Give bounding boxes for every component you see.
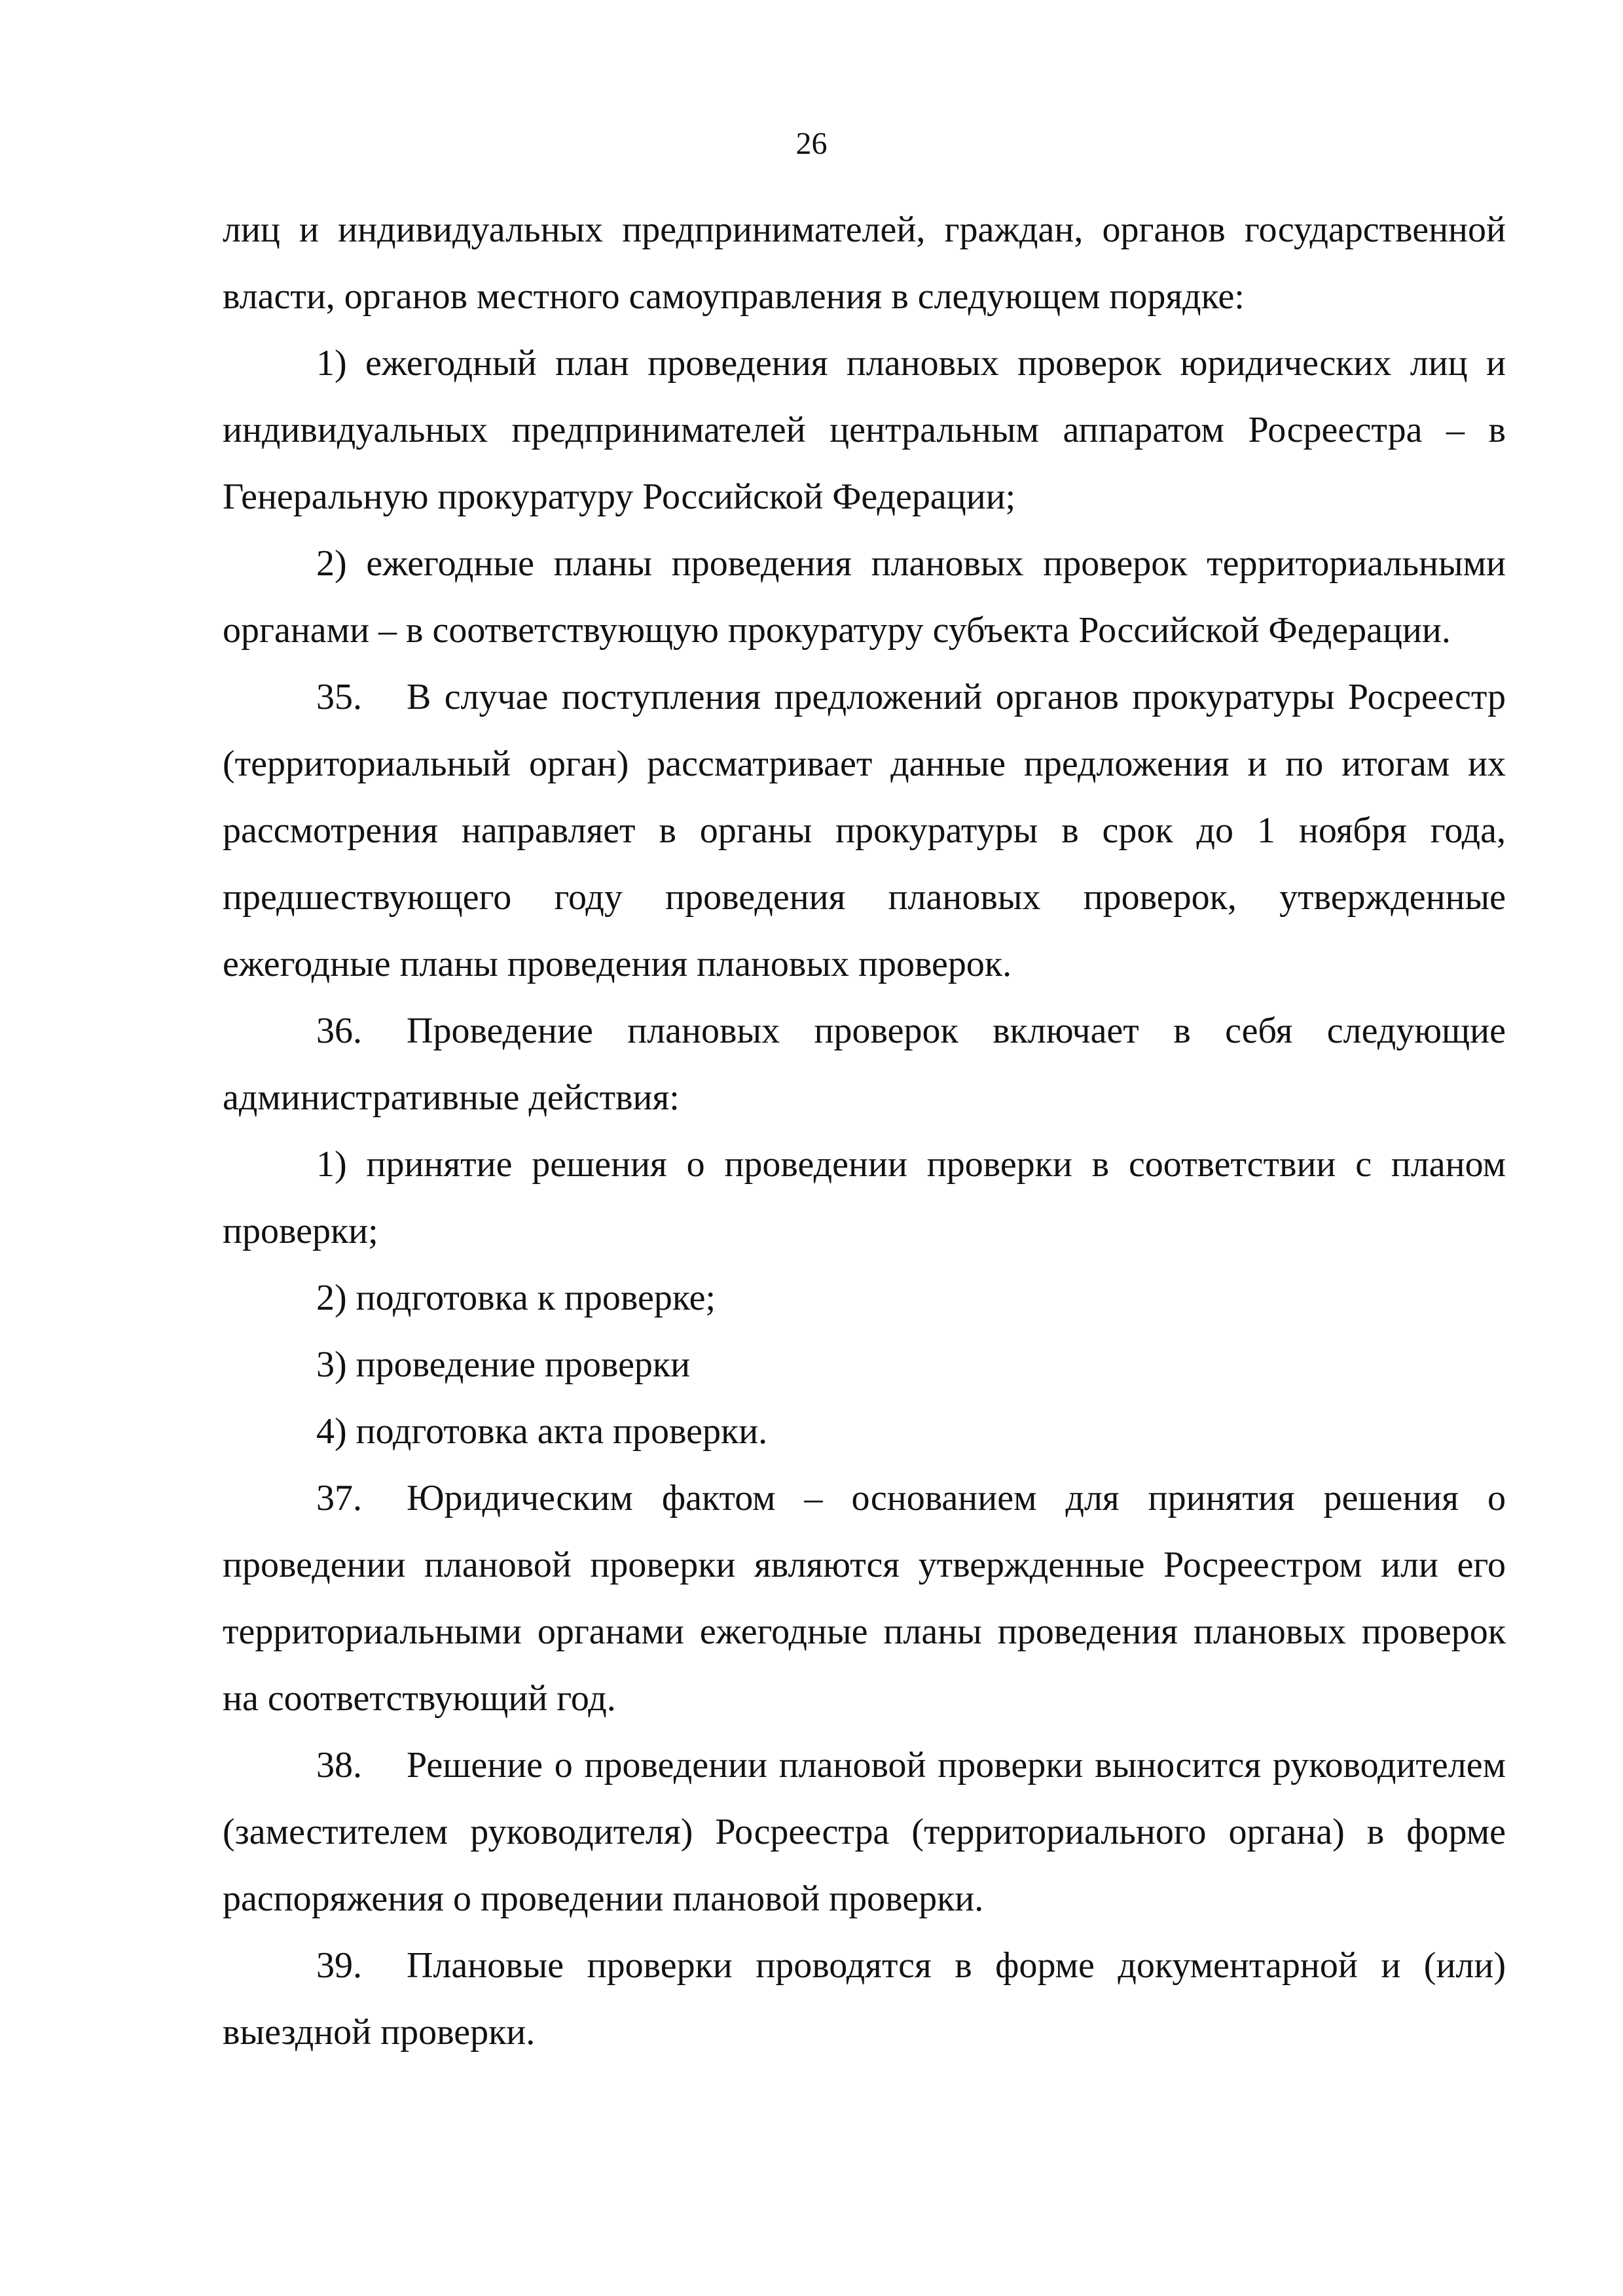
numbered-paragraph-35 [223, 664, 1506, 997]
paragraph-text: Плановые проверки проводятся в форме документарной и (или) выездной проверки. [223, 1945, 1506, 2053]
document-body [223, 196, 1506, 2066]
paragraph-text: Решение о проведении плановой проверки выносится руководителем (заместителем руководителя) Росреестра (территориального органа) в форме распоряжения о проведении плановой проверки. [223, 1745, 1506, 1919]
list-item: 4) подготовка акта проверки. [316, 1411, 768, 1452]
paragraph-text: Проведение плановых проверок включает в себя следующие административные действия: [223, 1011, 1506, 1118]
paragraph-text: Юридическим фактом – основанием для принятия решения о проведении плановой проверки являются утвержденные Росреестром или его территориальными органами ежегодные планы проведения плановых проверок на соответствующий год. [223, 1478, 1506, 1719]
list-item: 1) ежегодный план проведения плановых проверок юридических лиц и индивидуальных предпринимателей центральным аппаратом Росреестра – в Генеральную прокуратуру Российской Федерации; [223, 343, 1506, 517]
paragraph-number: 36. [316, 1011, 362, 1051]
page-number: 26 [795, 126, 828, 161]
paragraph-text: В случае поступления предложений органов прокуратуры Росреестр (территориальный орган) рассматривает данные предложения и по итогам их рассмотрения направляет в органы прокуратуры в срок до 1 ноября года, предшествующего году проведения плановых проверок, утвержденные ежегодные планы проведения плановых проверок. [223, 677, 1506, 984]
paragraph-number: 38. [316, 1745, 362, 1785]
list-item: 1) принятие решения о проведении проверки в соответствии с планом проверки; [223, 1144, 1506, 1251]
list-item: 2) ежегодные планы проведения плановых проверок территориальными органами – в соответствующую прокуратуру субъекта Российской Федерации. [223, 543, 1506, 651]
paragraph-number: 39. [316, 1945, 362, 1986]
paragraph-continuation: лиц и индивидуальных предпринимателей, граждан, органов государственной власти, органов местного самоуправления в следующем порядке: [223, 209, 1506, 317]
numbered-paragraph-38 [223, 1732, 1506, 1932]
paragraph-number: 35. [316, 677, 362, 717]
paragraph-number: 37. [316, 1478, 362, 1518]
numbered-paragraph-39 [223, 1932, 1506, 2066]
numbered-paragraph-36 [223, 997, 1506, 1131]
list-item: 3) проведение проверки [316, 1344, 691, 1385]
numbered-paragraph-37 [223, 1465, 1506, 1732]
list-item: 2) подготовка к проверке; [316, 1278, 716, 1318]
